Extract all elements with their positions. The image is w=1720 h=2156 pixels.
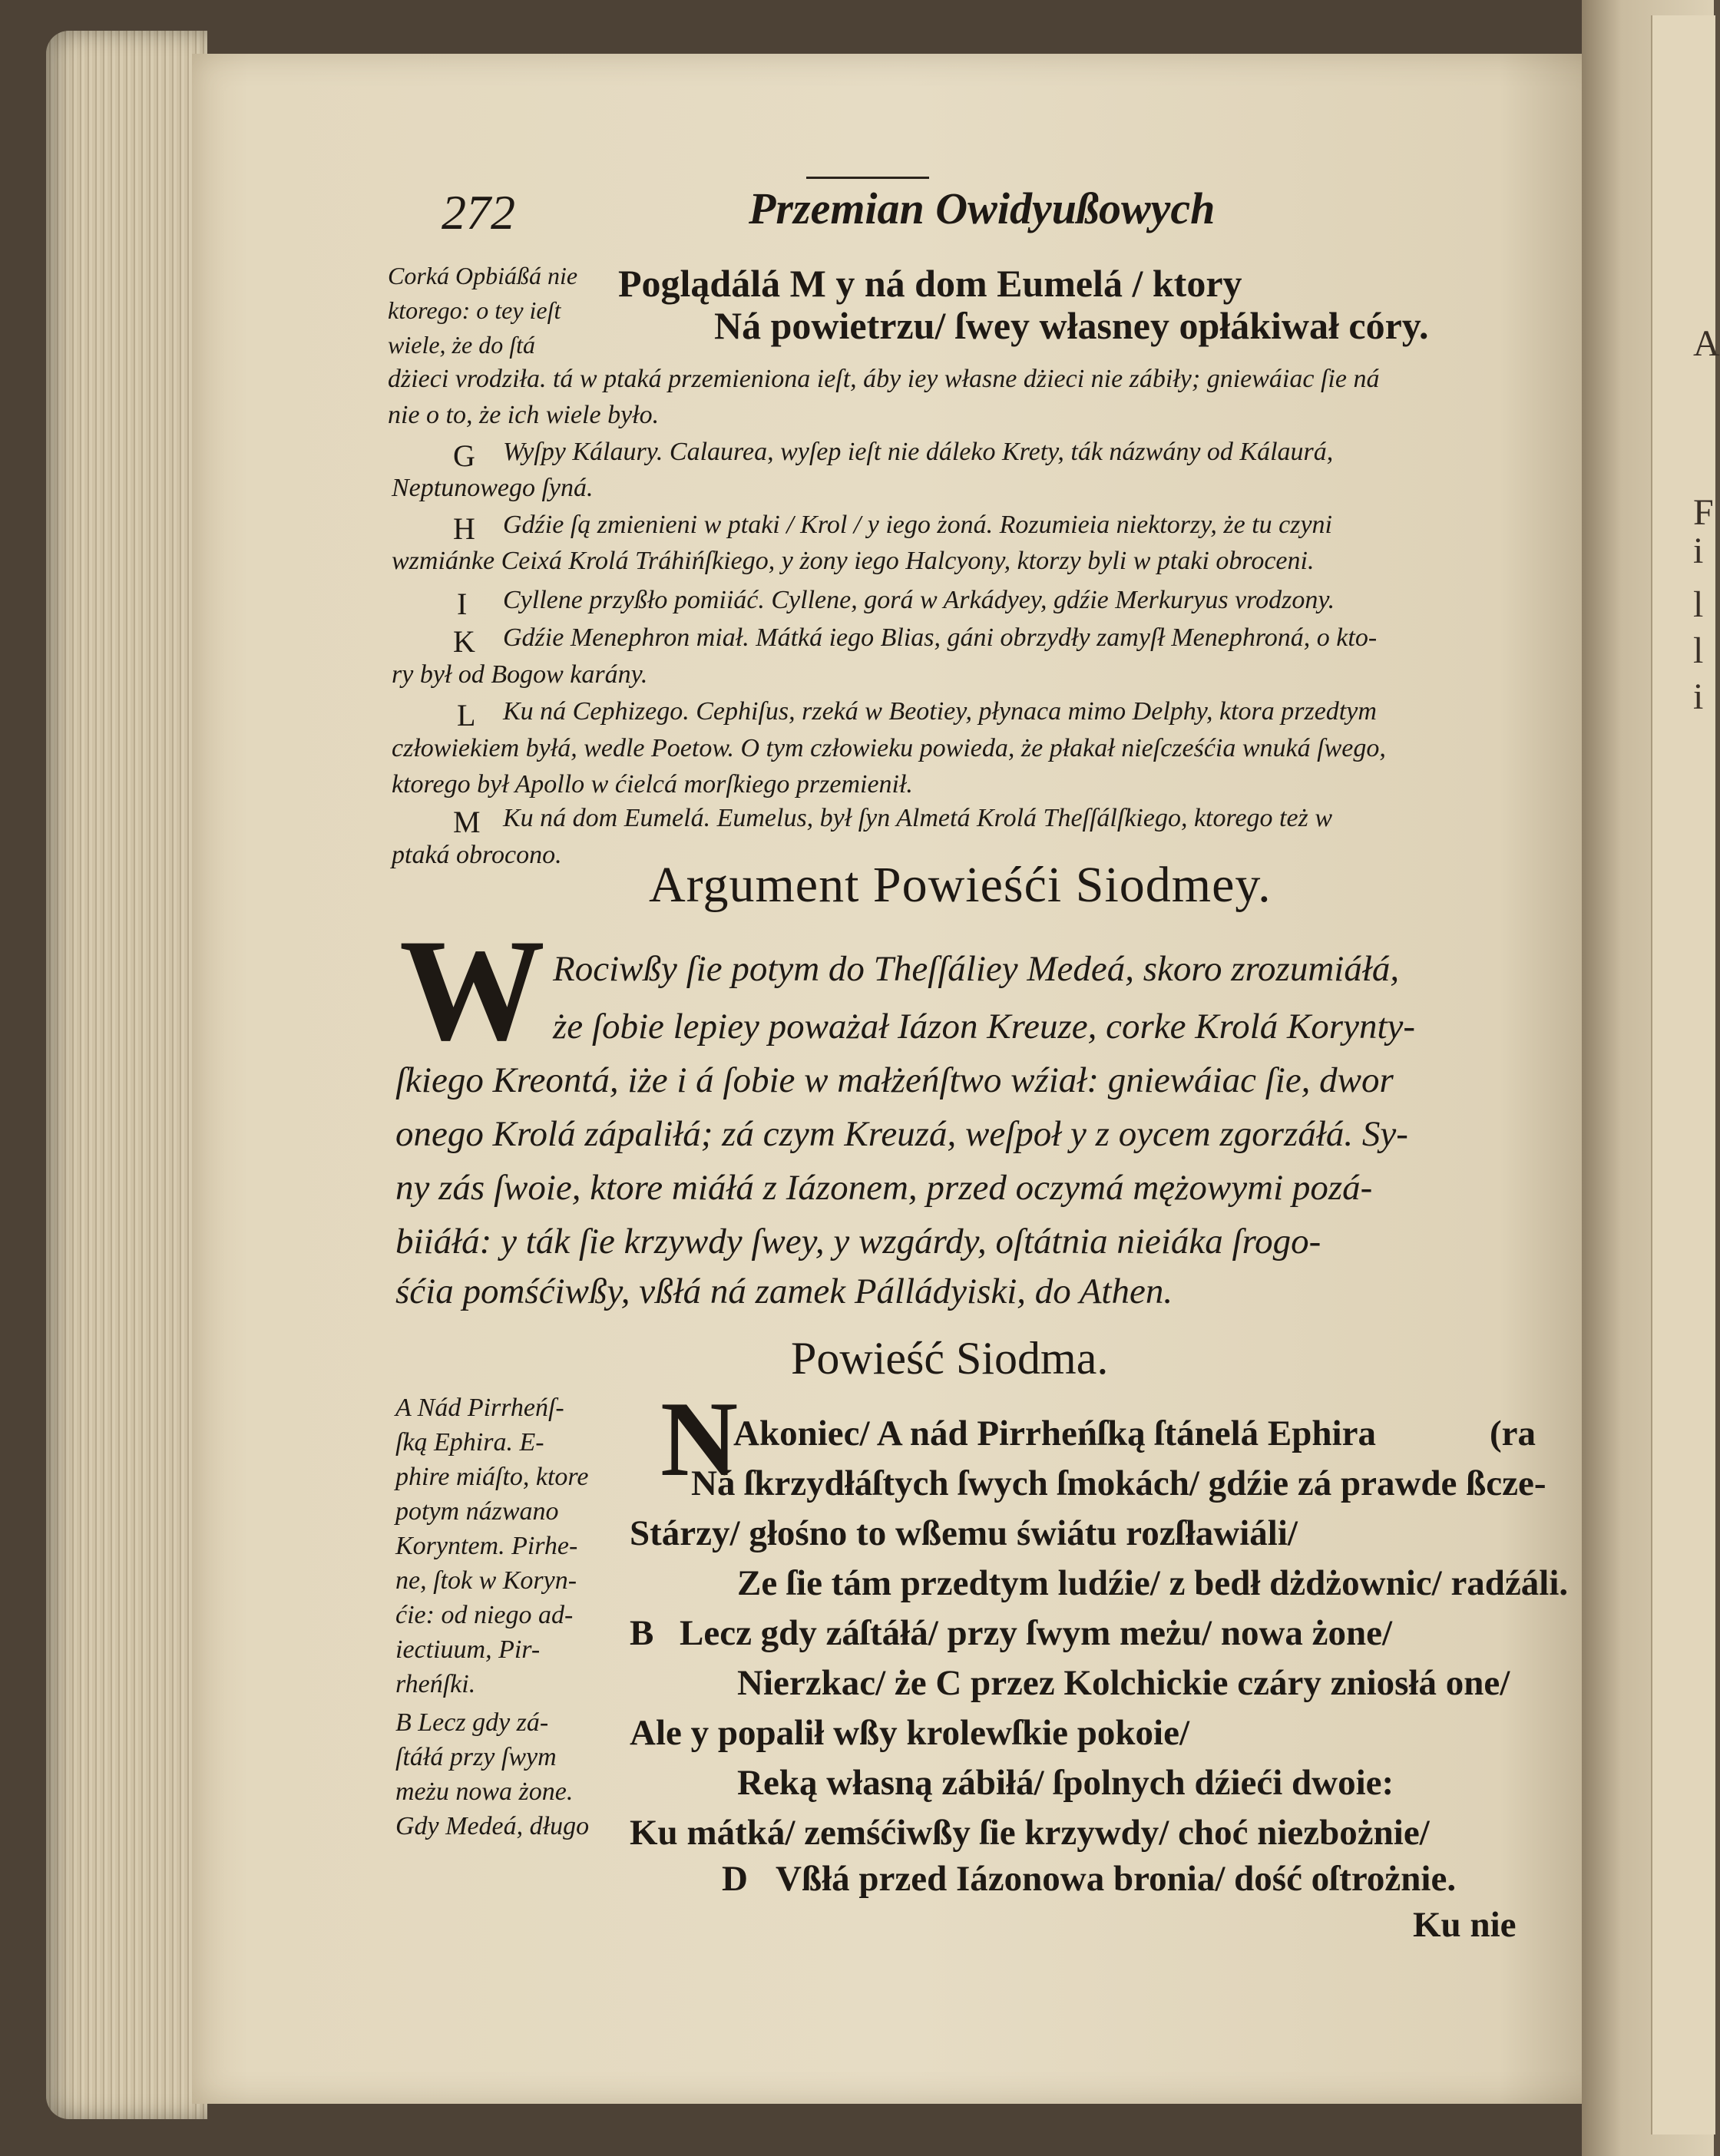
side-note-line: ſtáłá przy ſwym [395, 1743, 557, 1771]
side-note-line: rheńſki. [395, 1670, 476, 1698]
note-line: Cyllene przyßło pomiiáć. Cyllene, gorá w Arkádyey, gdźie Merkuryus vrodzony. [503, 586, 1335, 614]
margin-note-line: Corká Opbiáßá nie [388, 262, 578, 289]
note-letter: L [457, 698, 476, 732]
argument-line: Rociwßy ſie potym do Theſſáliey Medeá, skoro zrozumiáłá, [553, 949, 1400, 989]
book-fore-edges [46, 31, 207, 2119]
note-line: nie o to, że ich wiele było. [388, 401, 660, 429]
note-line: człowiekiem byłá, wedle Poetow. O tym człowieku powieda, że płakał nieſcześćia wnuká ſwego, [392, 734, 1386, 762]
side-note-line: A Nád Pirrheńſ- [395, 1394, 564, 1422]
page-number: 272 [442, 185, 515, 240]
facing-page-letter: i [1693, 531, 1704, 571]
poem-line: Stárzy/ głośno to wßemu świátu rozſławiáli/ [630, 1513, 1298, 1553]
side-note-line: iectiuum, Pir- [395, 1635, 541, 1664]
margin-note-line: ktorego: o tey ieſt [388, 296, 561, 324]
side-note-line: Koryntem. Pirhe- [395, 1532, 578, 1560]
note-line: Gdźie Menephron miał. Mátká iego Blias, gáni obrzydły zamyſł Menephroná, o kto- [503, 623, 1378, 652]
poem-lead-letter: D [722, 1859, 748, 1899]
side-note-line: ſką Ephira. E- [395, 1428, 544, 1457]
facing-page-letter: A [1693, 323, 1720, 364]
poem-lead-letter: B [630, 1613, 654, 1653]
side-note-line: potym názwano [395, 1497, 559, 1526]
argument-line: śćia pomśćiwßy, vßłá ná zamek Pálládyiski, do Athen. [395, 1271, 1173, 1311]
note-letter: M [453, 805, 481, 839]
note-line: wzmiánke Ceixá Krolá Tráhińſkiego, y żony iego Halcyony, ktorzy byli w ptaki obroceni. [392, 547, 1315, 575]
note-line: Neptunowego ſyná. [392, 474, 594, 502]
facing-page-letter: l [1693, 630, 1704, 671]
note-letter: H [453, 511, 475, 546]
margin-note-line: wiele, że do ſtá [388, 331, 535, 359]
note-line: Wyſpy Kálaury. Calaurea, wyſep ieſt nie dáleko Krety, ták názwány od Kálaurá, [503, 438, 1334, 466]
poem-line: Akoniec/ A nád Pirrheńſką ſtánelá Ephira [733, 1414, 1376, 1453]
facing-page-letter: i [1693, 676, 1704, 717]
poem-line: Ku mátká/ zemśćiwßy ſie krzywdy/ choć niezbożnie/ [630, 1813, 1430, 1853]
note-letter: G [453, 438, 475, 473]
facing-page-letter: F [1693, 492, 1714, 533]
note-line: Ku ná Cephizego. Cephiſus, rzeká w Beotiey, płynaca mimo Delphy, ktora przedtym [503, 697, 1377, 726]
catchword: Ku nie [1413, 1905, 1517, 1945]
poem-line: Nierzkac/ że C przez Kolchickie czáry zniosłá one/ [737, 1663, 1510, 1703]
note-line: ktorego był Apollo w ćielcá morſkiego przemienił. [392, 770, 913, 799]
side-note-line: meżu nowa żone. [395, 1777, 574, 1806]
argument-line: onego Krolá zápaliłá; zá czym Kreuzá, weſpoł y z oycem zgorzáłá. Sy- [395, 1114, 1408, 1154]
argument-line: biiáłá: y ták ſie krzywdy ſwey, y wzgárdy, oſtátnia nieiáka ſrogo- [395, 1222, 1321, 1262]
poem-line: Reką własną zábiłá/ ſpolnych dźieći dwoie: [737, 1763, 1394, 1803]
note-letter: K [453, 624, 475, 659]
header-rule [806, 177, 929, 179]
note-line: dżieci vrodziła. tá w ptaká przemieniona ieſt, áby iey własne dżieci nie zábiły; gniewáiac ſie ná [388, 365, 1380, 393]
tale-title: Powieść Siodma. [791, 1333, 1109, 1384]
facing-page-letter: l [1693, 584, 1704, 625]
poem-line: Vßłá przed Iázonowa bronia/ dość oſtrożnie. [776, 1859, 1457, 1899]
verse-line: Poglądálá M y ná dom Eumelá / ktory [618, 262, 1242, 305]
poem-line: Ze ſie tám przedtym ludźie/ z bedł dżdżownic/ radźáli. [737, 1563, 1569, 1603]
drop-cap: N [660, 1380, 739, 1499]
poem-line: Lecz gdy záſtáłá/ przy ſwym meżu/ nowa żone/ [680, 1613, 1393, 1653]
poem-line: Ale y popalił wßy krolewſkie pokoie/ [630, 1713, 1190, 1753]
note-line: ptaká obrocono. [392, 841, 562, 869]
note-line: ry był od Bogow karány. [392, 660, 648, 689]
side-note-line: ne, ſtok w Koryn- [395, 1566, 577, 1595]
argument-line: ſkiego Kreontá, iże i á ſobie w małżeńſtwo wźiał: gniewáiac ſie, dwor [395, 1060, 1394, 1100]
argument-line: ny zás ſwoie, ktore miáłá z Iázonem, przed oczymá mężowymi pozá- [395, 1168, 1373, 1208]
verse-line: Ná powietrzu/ ſwey własney opłákiwał córy. [714, 304, 1429, 347]
drop-cap: W [399, 910, 545, 1071]
argument-title: Argument Powieśći Siodmey. [649, 857, 1272, 913]
note-line: Ku ná dom Eumelá. Eumelus, był ſyn Almetá Krolá Theſſálſkiego, ktorego też w [503, 804, 1332, 832]
side-note-line: Gdy Medeá, długo [395, 1812, 590, 1840]
side-note-line: phire miáſto, ktore [395, 1463, 589, 1491]
note-letter: I [457, 587, 468, 621]
poem-line: Ná ſkrzydłáſtych ſwych ſmokách/ gdźie zá prawde ßcze- [691, 1463, 1546, 1503]
side-note-line: ćie: od niego ad- [395, 1601, 574, 1629]
side-note-line: B Lecz gdy zá- [395, 1708, 549, 1737]
running-head: Przemian Owidyußowych [749, 184, 1216, 233]
note-line: Gdźie ſą zmienieni w ptaki / Krol / y iego żoná. Rozumieia niektorzy, że tu czyni [503, 511, 1332, 539]
argument-line: że ſobie lepiey poważał Iázon Kreuze, corke Krolá Korynty- [553, 1007, 1416, 1047]
poem-line-end: (ra [1490, 1414, 1536, 1453]
